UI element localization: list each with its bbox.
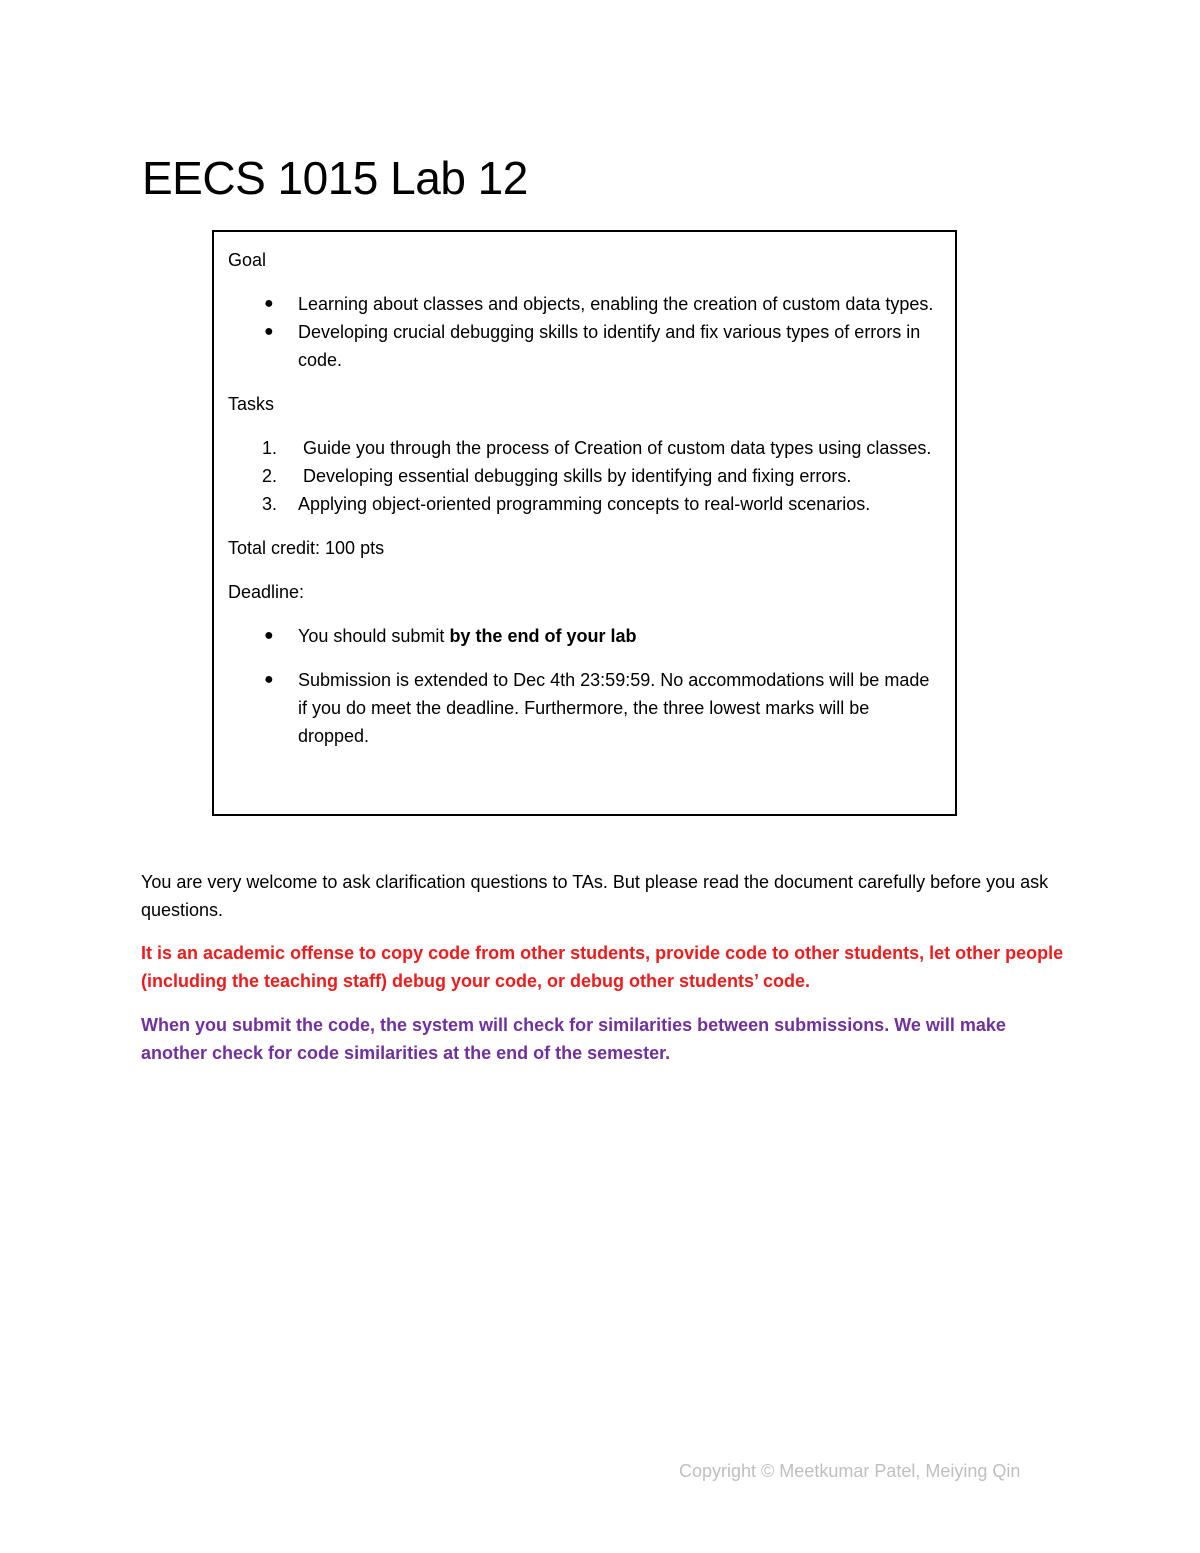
deadline-item-prefix: You should submit <box>298 626 450 646</box>
deadline-item-text: Submission is extended to Dec 4th 23:59:59. No accommodations will be made if you do meet the deadline. Furthermore, the three lowest marks will be dropped. <box>298 670 930 746</box>
deadline-item <box>228 622 935 650</box>
lab-info-box <box>212 230 957 816</box>
academic-offense-paragraph: It is an academic offense to copy code from other students, provide code to other students, let other people (including the teaching staff) debug your code, or debug other students’ code. <box>141 943 1064 991</box>
bullet-icon: ● <box>264 671 274 688</box>
goal-item <box>228 318 935 374</box>
goal-item <box>228 290 935 318</box>
deadline-item-emphasis: by the end of your lab <box>449 626 637 646</box>
deadline-item <box>228 666 935 750</box>
bullet-icon: ● <box>264 323 274 340</box>
task-item <box>228 462 935 490</box>
tasks-list <box>228 434 935 518</box>
footer-copyright: Copyright © Meetkumar Patel, Meiying Qin <box>679 1461 1021 1481</box>
task-item <box>228 490 935 518</box>
similarity-check-paragraph: When you submit the code, the system will check for similarities between submissions. We will make another check for code similarities at the end of the semester. <box>141 1015 1006 1063</box>
tasks-heading: Tasks <box>228 394 275 414</box>
task-number: 3. <box>262 494 278 514</box>
goal-item-text: Learning about classes and objects, enabling the creation of custom data types. <box>298 294 934 314</box>
total-credit: Total credit: 100 pts <box>228 538 385 558</box>
task-number: 2. <box>262 466 278 486</box>
deadline-list <box>228 622 935 750</box>
task-item <box>228 434 935 462</box>
task-item-text: Guide you through the process of Creation of custom data types using classes. <box>298 438 932 458</box>
document-title: EECS 1015 Lab 12 <box>142 152 528 204</box>
bullet-icon: ● <box>264 627 274 644</box>
task-number: 1. <box>262 438 278 458</box>
goal-heading: Goal <box>228 250 267 270</box>
goal-list <box>228 290 935 374</box>
task-item-text: Developing essential debugging skills by identifying and fixing errors. <box>298 466 852 486</box>
bullet-icon: ● <box>264 295 274 312</box>
task-item-text: Applying object-oriented programming concepts to real-world scenarios. <box>298 494 871 514</box>
goal-item-text: Developing crucial debugging skills to identify and fix various types of errors in code. <box>298 322 921 370</box>
clarification-paragraph: You are very welcome to ask clarification questions to TAs. But please read the document carefully before you ask questions. <box>141 872 1049 920</box>
deadline-heading: Deadline: <box>228 582 305 602</box>
